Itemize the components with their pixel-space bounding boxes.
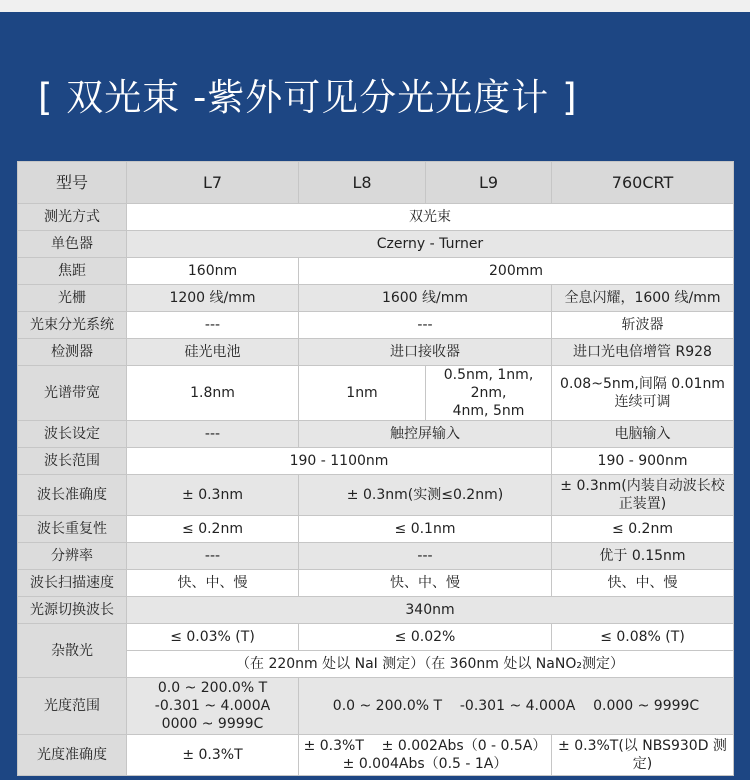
table-cell: 190 - 1100nm bbox=[127, 448, 552, 475]
row-label: 波长设定 bbox=[18, 421, 127, 448]
table-cell: --- bbox=[299, 312, 552, 339]
table-cell: Czerny - Turner bbox=[127, 231, 734, 258]
table-row bbox=[18, 231, 734, 258]
spec-table bbox=[17, 161, 734, 776]
page-title: [ 双光束 -紫外可见分光光度计 ] bbox=[38, 76, 578, 119]
table-cell bbox=[552, 475, 734, 516]
cell-line: 0.08~5nm,间隔 0.01nm bbox=[560, 376, 725, 392]
table-row bbox=[18, 421, 734, 448]
row-label: 测光方式 bbox=[18, 204, 127, 231]
cell-line: ± 0.004Abs（0.5 - 1A） bbox=[342, 756, 508, 772]
table-row bbox=[18, 312, 734, 339]
table-cell: 斩波器 bbox=[552, 312, 734, 339]
table-cell: ≤ 0.03% (T) bbox=[127, 624, 299, 651]
table-row bbox=[18, 624, 734, 651]
cell-line: -0.301 ~ 4.000A bbox=[154, 698, 271, 714]
cell-line: 0.5nm, 1nm, 2nm, bbox=[443, 367, 534, 401]
table-row bbox=[18, 285, 734, 312]
cell-line: 0000 ~ 9999C bbox=[161, 716, 264, 732]
table-cell: ≤ 0.08% (T) bbox=[552, 624, 734, 651]
table-row bbox=[18, 516, 734, 543]
table-cell: ≤ 0.2nm bbox=[552, 516, 734, 543]
table-cell: --- bbox=[127, 543, 299, 570]
top-strip bbox=[0, 0, 750, 12]
cell-line: ± 0.3nm(内装自动波长校 bbox=[560, 478, 725, 494]
table-cell: 硅光电池 bbox=[127, 339, 299, 366]
header-model-l8: L8 bbox=[299, 162, 426, 204]
cell-line: 0.0 ~ 200.0% T bbox=[157, 680, 268, 696]
header-model-l7: L7 bbox=[127, 162, 299, 204]
table-cell: 电脑输入 bbox=[552, 421, 734, 448]
table-cell: 1600 线/mm bbox=[299, 285, 552, 312]
table-cell bbox=[426, 366, 552, 421]
table-cell: （在 220nm 处以 NaI 测定）（在 360nm 处以 NaNO₂测定） bbox=[127, 651, 734, 678]
table-cell: --- bbox=[127, 312, 299, 339]
row-label: 光度准确度 bbox=[18, 735, 127, 776]
table-cell: ± 0.3nm bbox=[127, 475, 299, 516]
table-cell: 全息闪耀，1600 线/mm bbox=[552, 285, 734, 312]
table-row bbox=[18, 735, 734, 776]
table-cell: 触控屏输入 bbox=[299, 421, 552, 448]
table-cell: 1200 线/mm bbox=[127, 285, 299, 312]
row-label: 光栅 bbox=[18, 285, 127, 312]
table-header-row bbox=[18, 162, 734, 204]
header-model-760crt: 760CRT bbox=[552, 162, 734, 204]
table-cell: ≤ 0.1nm bbox=[299, 516, 552, 543]
table-cell: ≤ 0.02% bbox=[299, 624, 552, 651]
row-label: 波长准确度 bbox=[18, 475, 127, 516]
table-cell: 200mm bbox=[299, 258, 734, 285]
table-cell: 快、中、慢 bbox=[299, 570, 552, 597]
table-cell: 0.0 ~ 200.0% T -0.301 ~ 4.000A 0.000 ~ 9999C bbox=[299, 678, 734, 735]
row-label: 光度范围 bbox=[18, 678, 127, 735]
row-label: 杂散光 bbox=[18, 624, 127, 678]
row-label: 焦距 bbox=[18, 258, 127, 285]
table-cell: 1.8nm bbox=[127, 366, 299, 421]
table-cell: 进口接收器 bbox=[299, 339, 552, 366]
table-cell: 190 - 900nm bbox=[552, 448, 734, 475]
table-row bbox=[18, 678, 734, 735]
table-row bbox=[18, 258, 734, 285]
table-cell: ± 0.3%T(以 NBS930D 测定) bbox=[552, 735, 734, 776]
table-cell bbox=[127, 678, 299, 735]
table-cell: --- bbox=[127, 421, 299, 448]
cell-line: 4nm, 5nm bbox=[452, 403, 525, 419]
table-cell: ± 0.3%T bbox=[127, 735, 299, 776]
table-cell: 优于 0.15nm bbox=[552, 543, 734, 570]
row-label: 光束分光系统 bbox=[18, 312, 127, 339]
table-cell: 快、中、慢 bbox=[552, 570, 734, 597]
header-model-l9: L9 bbox=[426, 162, 552, 204]
cell-line: 连续可调 bbox=[614, 394, 671, 410]
table-cell bbox=[552, 366, 734, 421]
row-label: 光源切换波长 bbox=[18, 597, 127, 624]
table-row bbox=[18, 448, 734, 475]
table-cell: 双光束 bbox=[127, 204, 734, 231]
row-label: 波长重复性 bbox=[18, 516, 127, 543]
row-label: 分辨率 bbox=[18, 543, 127, 570]
row-label: 光谱带宽 bbox=[18, 366, 127, 421]
header-label: 型号 bbox=[18, 162, 127, 204]
table-cell: 1nm bbox=[299, 366, 426, 421]
row-label: 单色器 bbox=[18, 231, 127, 258]
row-label: 检测器 bbox=[18, 339, 127, 366]
table-row bbox=[18, 339, 734, 366]
row-label: 波长范围 bbox=[18, 448, 127, 475]
row-label: 波长扫描速度 bbox=[18, 570, 127, 597]
cell-line: 正装置) bbox=[618, 496, 667, 512]
table-cell: 340nm bbox=[127, 597, 734, 624]
table-cell: --- bbox=[299, 543, 552, 570]
table-row bbox=[18, 204, 734, 231]
cell-line: ± 0.3%T ± 0.002Abs（0 - 0.5A） bbox=[303, 738, 547, 754]
table-row bbox=[18, 597, 734, 624]
table-row bbox=[18, 475, 734, 516]
table-cell: 快、中、慢 bbox=[127, 570, 299, 597]
table-cell: 进口光电倍增管 R928 bbox=[552, 339, 734, 366]
table-cell: ≤ 0.2nm bbox=[127, 516, 299, 543]
table-row bbox=[18, 366, 734, 421]
table-cell bbox=[299, 735, 552, 776]
table-row bbox=[18, 570, 734, 597]
table-cell: 160nm bbox=[127, 258, 299, 285]
table-row bbox=[18, 543, 734, 570]
table-cell: ± 0.3nm(实测≤0.2nm) bbox=[299, 475, 552, 516]
